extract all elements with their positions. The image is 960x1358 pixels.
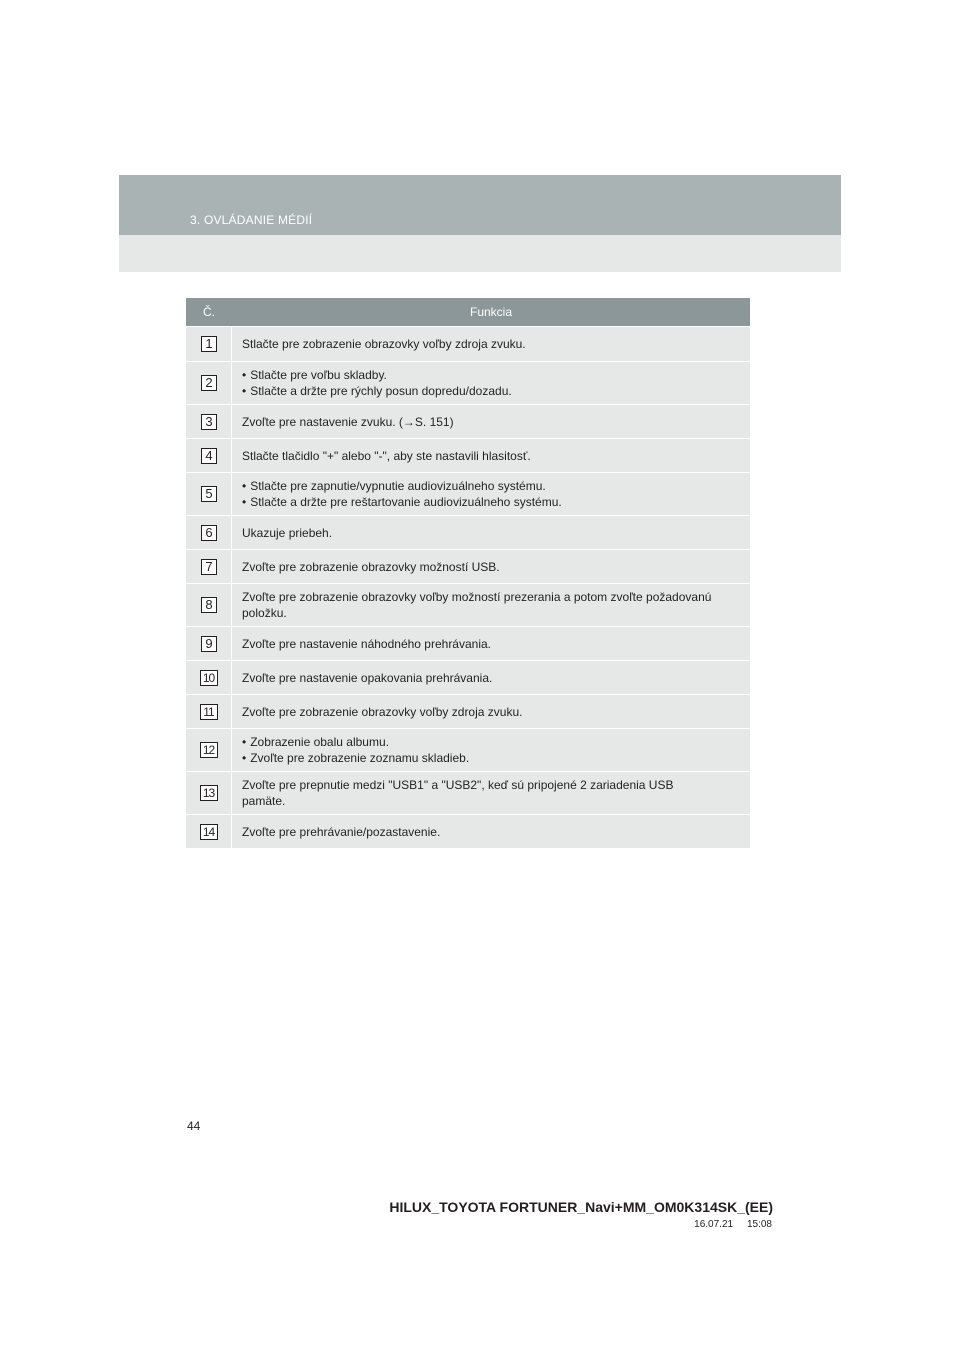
callout-number-badge: 3 (201, 414, 217, 430)
function-text: položku. (242, 606, 287, 620)
document-id: HILUX_TOYOTA FORTUNER_Navi+MM_OM0K314SK_(EE) (389, 1199, 773, 1215)
row-function-cell (232, 772, 750, 814)
callout-number-badge: 7 (201, 559, 217, 575)
row-function-cell (232, 439, 750, 472)
table-row (186, 516, 750, 549)
function-text: pamäte. (242, 794, 286, 808)
row-number-cell (186, 584, 232, 626)
table-row (186, 729, 750, 771)
function-text: Stlačte pre zobrazenie obrazovky voľby zdroja zvuku. (242, 337, 526, 351)
bullet-item: • Stlačte pre voľbu skladby. (242, 367, 738, 383)
bullet-item: • Zobrazenie obalu albumu. (242, 734, 738, 750)
callout-number-badge: 6 (201, 525, 217, 541)
row-function-cell (232, 362, 750, 404)
table-row (186, 627, 750, 660)
function-text: Zvoľte pre nastavenie zvuku. (→S. 151) (242, 414, 454, 429)
callout-number-badge: 1 (201, 336, 217, 352)
page-number: 44 (187, 1119, 201, 1133)
row-number-cell (186, 327, 232, 361)
table-row (186, 362, 750, 404)
section-header-band (119, 175, 841, 235)
function-table (186, 298, 750, 849)
row-function-cell (232, 815, 750, 848)
row-function-cell (232, 327, 750, 361)
function-text: Zvoľte pre zobrazenie obrazovky možností USB. (242, 559, 500, 574)
row-function-cell (232, 729, 750, 771)
bullet-item: • Stlačte pre zapnutie/vypnutie audiovizuálneho systému. (242, 478, 738, 494)
row-function-cell (232, 473, 750, 515)
callout-number-badge: 2 (201, 375, 217, 391)
row-number-cell (186, 729, 232, 771)
row-function-cell (232, 695, 750, 728)
callout-number-badge: 10 (200, 670, 218, 686)
function-text: Zvoľte pre prehrávanie/pozastavenie. (242, 824, 441, 839)
table-row (186, 405, 750, 438)
function-text: Zvoľte pre zobrazenie obrazovky voľby možností prezerania a potom zvoľte požadovanú (242, 590, 712, 604)
function-text: Zvoľte pre prepnutie medzi "USB1" a "USB2", keď sú pripojené 2 zariadenia USB (242, 778, 674, 792)
table-row (186, 439, 750, 472)
function-text: Zvoľte pre zobrazenie obrazovky voľby zdroja zvuku. (242, 704, 523, 719)
row-function-cell (232, 550, 750, 583)
row-function-cell (232, 661, 750, 694)
callout-number-badge: 14 (200, 824, 218, 840)
section-title: 3. OVLÁDANIE MÉDIÍ (190, 213, 313, 227)
row-function-cell (232, 584, 750, 626)
row-number-cell (186, 473, 232, 515)
row-number-cell (186, 695, 232, 728)
row-number-cell (186, 362, 232, 404)
callout-number-badge: 8 (201, 597, 217, 613)
callout-number-badge: 12 (200, 742, 218, 758)
bullet-item: • Zvoľte pre zobrazenie zoznamu skladieb. (242, 750, 738, 766)
row-function-cell (232, 627, 750, 660)
function-text: Stlačte tlačidlo "+" alebo "-", aby ste nastavili hlasitosť. (242, 448, 531, 463)
section-header (119, 175, 841, 272)
table-row (186, 327, 750, 361)
table-row (186, 695, 750, 728)
bullet-item: • Stlačte a držte pre rýchly posun dopredu/dozadu. (242, 383, 738, 399)
row-number-cell (186, 550, 232, 583)
function-text: Zvoľte pre nastavenie náhodného prehrávania. (242, 636, 492, 651)
table-row (186, 661, 750, 694)
table-header (186, 298, 750, 326)
callout-number-badge: 9 (201, 636, 217, 652)
bullet-item: • Stlačte a držte pre reštartovanie audiovizuálneho systému. (242, 494, 738, 510)
callout-number-badge: 11 (200, 704, 218, 720)
row-number-cell (186, 661, 232, 694)
function-text: Ukazuje priebeh. (242, 525, 333, 540)
column-header-number: Č. (203, 305, 215, 319)
row-number-cell (186, 516, 232, 549)
function-text: Zvoľte pre nastavenie opakovania prehrávania. (242, 670, 493, 685)
print-timestamp: 16.07.21 15:08 (694, 1219, 772, 1230)
callout-number-badge: 5 (201, 486, 217, 502)
row-number-cell (186, 815, 232, 848)
row-function-cell (232, 405, 750, 438)
table-row (186, 772, 750, 814)
row-number-cell (186, 439, 232, 472)
table-row (186, 550, 750, 583)
row-number-cell (186, 627, 232, 660)
row-function-cell (232, 516, 750, 549)
table-row (186, 473, 750, 515)
table-body (186, 327, 750, 848)
table-row (186, 815, 750, 848)
table-row (186, 584, 750, 626)
row-number-cell (186, 772, 232, 814)
column-header-function: Funkcia (469, 305, 513, 319)
row-number-cell (186, 405, 232, 438)
callout-number-badge: 13 (200, 785, 218, 801)
callout-number-badge: 4 (201, 448, 217, 464)
